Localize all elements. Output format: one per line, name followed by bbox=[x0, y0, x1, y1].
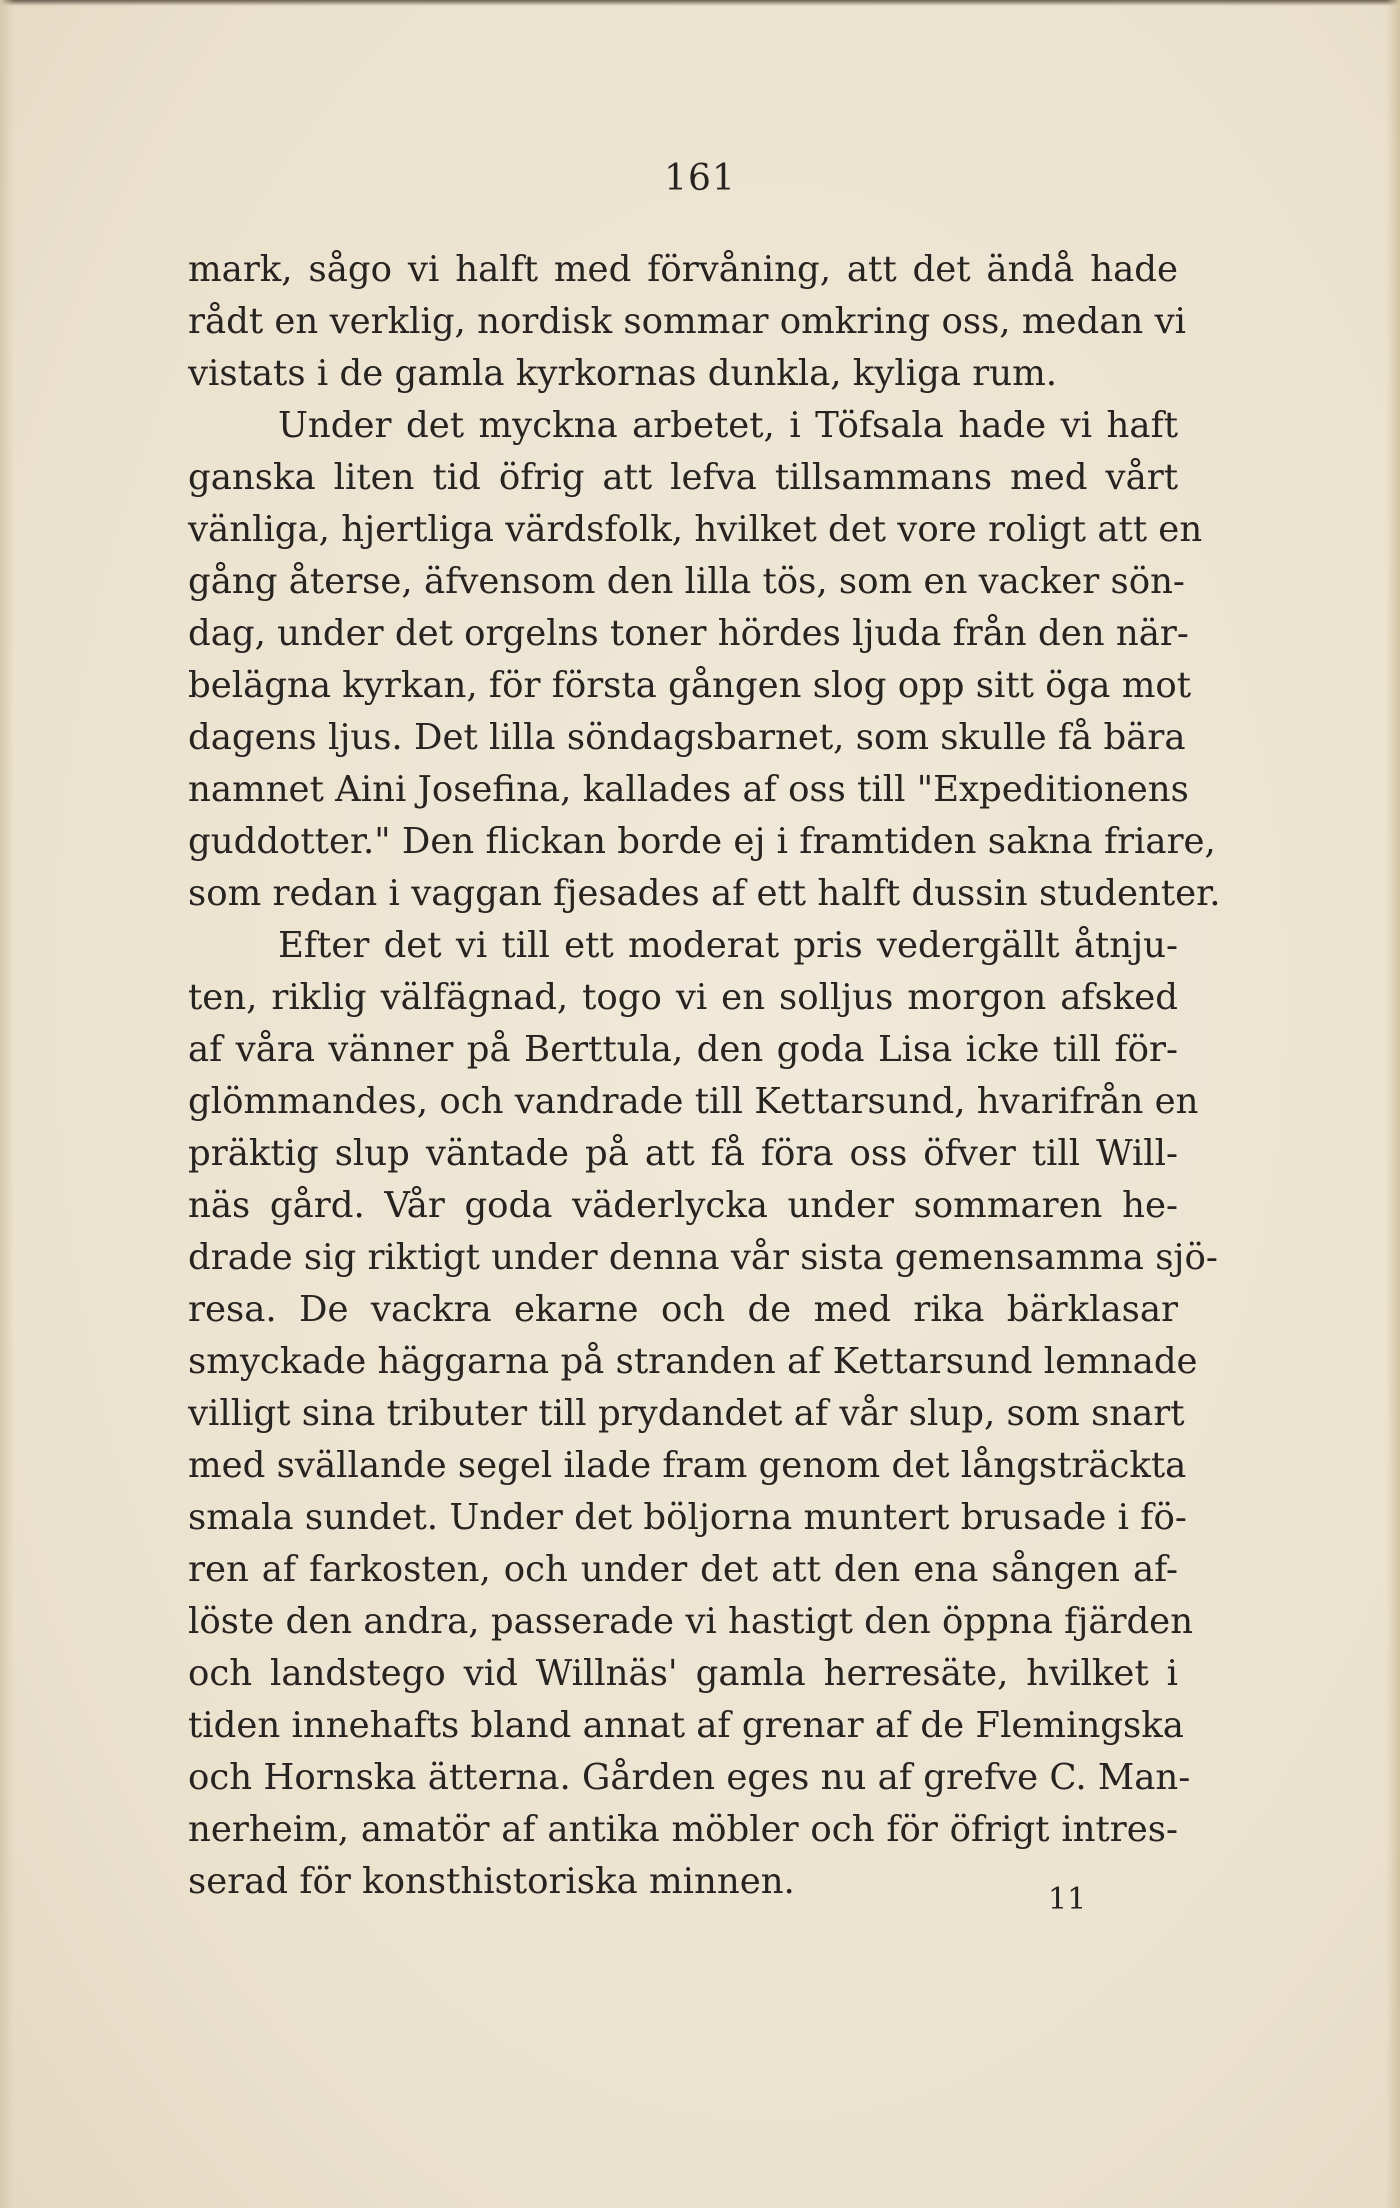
text-line: af våra vänner på Berttula, den goda Lisa icke till för- bbox=[188, 1029, 1178, 1070]
signature-mark: 11 bbox=[1048, 1882, 1087, 1917]
text-line: glömmandes, och vandrade till Kettarsund, hvarifrån en bbox=[188, 1081, 1199, 1122]
text-line: med svällande segel ilade fram genom det långsträckta bbox=[188, 1445, 1187, 1486]
left-edge-shadow bbox=[0, 0, 14, 2208]
text-line: Under det myckna arbetet, i Töfsala hade vi haft bbox=[278, 405, 1178, 446]
text-line: mark, sågo vi halft med förvåning, att det ändå hade bbox=[188, 249, 1178, 290]
text-line: namnet Aini Josefina, kallades af oss till "Expeditionens bbox=[188, 769, 1189, 810]
text-line: näs gård. Vår goda väderlycka under sommaren he- bbox=[188, 1185, 1178, 1226]
text-line: dag, under det orgelns toner hördes ljuda från den när- bbox=[188, 613, 1189, 654]
page-number: 161 bbox=[664, 158, 736, 199]
text-line: löste den andra, passerade vi hastigt den öppna fjärden bbox=[188, 1601, 1194, 1642]
right-edge-shadow bbox=[1386, 0, 1400, 2208]
text-line: belägna kyrkan, för första gången slog opp sitt öga mot bbox=[188, 665, 1192, 706]
text-line: rådt en verklig, nordisk sommar omkring oss, medan vi bbox=[188, 301, 1186, 342]
text-line: guddotter." Den flickan borde ej i framtiden sakna friare, bbox=[188, 821, 1216, 862]
text-line: präktig slup väntade på att få föra oss öfver till Will- bbox=[188, 1133, 1178, 1174]
text-line: Efter det vi till ett moderat pris vedergällt åtnju- bbox=[278, 925, 1178, 966]
top-edge-shadow bbox=[0, 0, 1400, 6]
text-line: vistats i de gamla kyrkornas dunkla, kyliga rum. bbox=[188, 353, 1058, 394]
text-line: vänliga, hjertliga värdsfolk, hvilket det vore roligt att en bbox=[188, 509, 1203, 550]
text-line: och Hornska ätterna. Gården eges nu af grefve C. Man- bbox=[188, 1757, 1191, 1798]
text-line: tiden innehafts bland annat af grenar af de Flemingska bbox=[188, 1705, 1184, 1746]
text-line: serad för konsthistoriska minnen. bbox=[188, 1861, 795, 1902]
text-line: ganska liten tid öfrig att lefva tillsammans med vårt bbox=[188, 457, 1178, 498]
body-text bbox=[188, 244, 1221, 1908]
text-line: drade sig riktigt under denna vår sista gemensamma sjö- bbox=[188, 1237, 1218, 1278]
text-line: dagens ljus. Det lilla söndagsbarnet, som skulle få bära bbox=[188, 717, 1186, 758]
text-line: smyckade häggarna på stranden af Kettarsund lemnade bbox=[188, 1341, 1198, 1382]
text-line: smala sundet. Under det böljorna muntert brusade i fö- bbox=[188, 1497, 1187, 1538]
text-line: gång återse, äfvensom den lilla tös, som en vacker sön- bbox=[188, 561, 1185, 602]
text-line: ten, riklig välfägnad, togo vi en solljus morgon afsked bbox=[188, 977, 1178, 1018]
text-line: som redan i vaggan fjesades af ett halft dussin studenter. bbox=[188, 873, 1221, 914]
text-line: nerheim, amatör af antika möbler och för öfrigt intres- bbox=[188, 1809, 1178, 1850]
text-line: resa. De vackra ekarne och de med rika bärklasar bbox=[188, 1289, 1178, 1330]
text-line: ren af farkosten, och under det att den ena sången af- bbox=[188, 1549, 1178, 1590]
text-line: och landstego vid Willnäs' gamla herresäte, hvilket i bbox=[188, 1653, 1178, 1694]
text-line: villigt sina tributer till prydandet af vår slup, som snart bbox=[188, 1393, 1185, 1434]
